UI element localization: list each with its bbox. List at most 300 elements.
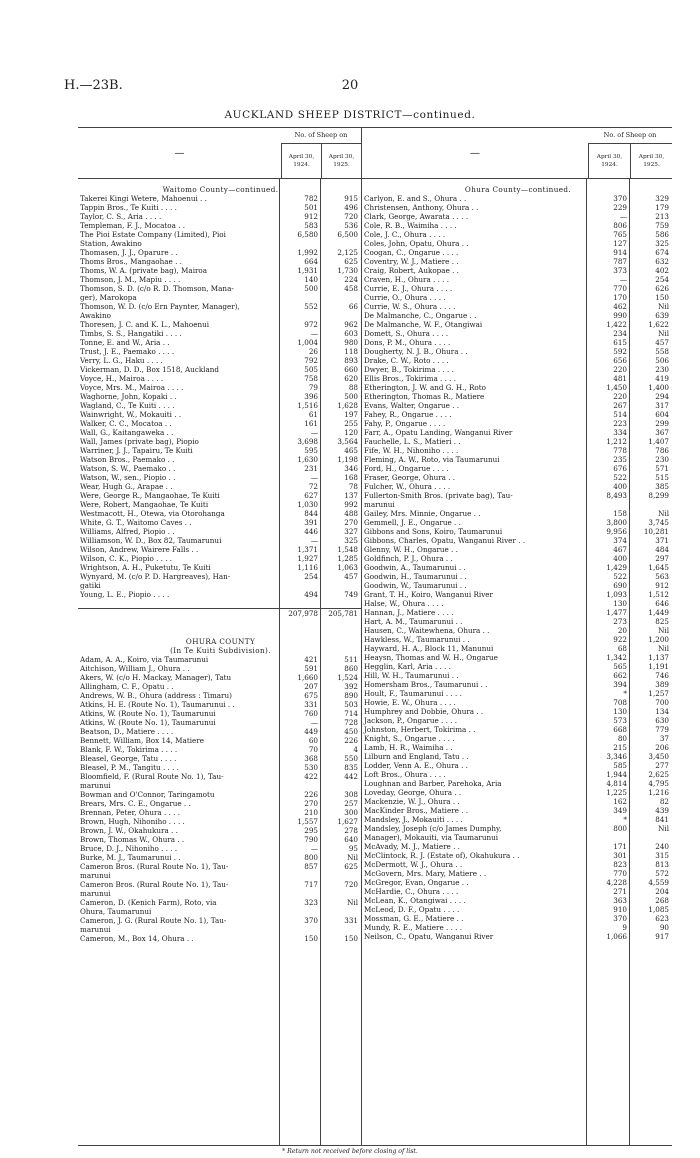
owner-name: Ellis Bros., Tokirima . . . . [364,374,457,383]
header-group: No. of Sheep on [588,128,672,144]
sheep-1924: 61 [308,410,318,419]
owner-name: McGovern, Mrs. Mary, Matiere . . [364,869,487,878]
sheep-1924: 912 [304,212,318,221]
table-row [362,932,672,941]
owner-name: Evans, Walter, Ongarue . . [364,401,460,410]
owner-name: Loft Bros., Ohura . . . . [364,770,446,779]
table-row [362,752,672,761]
left-table [78,127,361,1146]
owner-name: Hawkless, W., Taumarunui . . [364,635,470,644]
sheep-1924: 273 [613,617,627,626]
sheep-1925: 1,548 [337,545,358,554]
sheep-1924: 1,225 [606,788,627,797]
sheep-1925: 746 [655,671,669,680]
sheep-1924: 1,422 [606,320,627,329]
table-row [362,383,672,392]
owner-name: Wall, James (private bag), Piopio [80,437,199,446]
owner-name: Beatson, D., Matiere . . . . [80,727,174,736]
header-group: No. of Sheep on [281,128,361,144]
sheep-1925: 992 [344,500,358,509]
table-row [78,239,361,248]
sheep-1924: 396 [304,392,318,401]
sheep-1924: — [310,329,318,338]
table-row [362,248,672,257]
table-row [78,545,361,554]
sheep-1925: 779 [655,725,669,734]
sheep-1925: 78 [348,482,358,491]
table-row [78,581,361,590]
table-row [362,734,672,743]
sheep-1925: 88 [348,383,358,392]
sheep-1924: 591 [304,664,318,673]
table-row [78,311,361,320]
sheep-1924: 494 [304,590,318,599]
owner-name: Bruce, D. J., Nihoniho . . . . [80,844,178,853]
sheep-1925: Nil [658,329,669,338]
sheep-1925: 860 [344,664,358,673]
owner-name: Dwyer, B., Tokirima . . . . [364,365,454,374]
sheep-1924: 758 [304,374,318,383]
sheep-1925: 620 [344,374,358,383]
table-row [78,916,361,925]
owner-name: Bloomfield, F. (Rural Route No. 1), Tau- [80,772,224,781]
table-row [78,763,361,772]
sheep-1924: * [623,689,627,698]
sheep-1924: — [310,473,318,482]
sheep-1924: 462 [613,302,627,311]
table-row [362,779,672,788]
sheep-1925: 571 [655,464,669,473]
owner-name: Bleasel, George, Tatu . . . . [80,754,177,763]
sheep-1924: 522 [613,473,627,482]
owner-name: marunui [80,889,111,898]
owner-name: Fahey, R., Ongarue . . . . [364,410,452,419]
owner-name: The Pioi Estate Company (Limited), Pioi [80,230,226,239]
sheep-1924 [281,907,321,916]
sheep-1924: 708 [613,698,627,707]
sheep-1924 [588,833,630,842]
sheep-1925: 503 [344,700,358,709]
right-table [361,127,672,1146]
header-dash: — [174,147,185,159]
sheep-1925: 1,407 [648,437,669,446]
sheep-1925: 299 [655,419,669,428]
sheep-1924: 972 [304,320,318,329]
table-row [78,392,361,401]
owner-name: Cole, J. C., Ohura . . . . [364,230,446,239]
sheep-1924: 500 [304,284,318,293]
table-row [362,374,672,383]
sheep-1924: 760 [304,709,318,718]
sheep-1924: — [310,536,318,545]
sheep-1924: 565 [613,662,627,671]
sheep-1925 [321,293,361,302]
table-row [362,221,672,230]
sheep-1925: 484 [655,545,669,554]
sheep-1924: 220 [613,392,627,401]
sheep-1925: 604 [655,410,669,419]
sheep-1925: 90 [659,923,669,932]
sheep-1925: 720 [344,880,358,889]
table-row [78,356,361,365]
sheep-1924: 223 [613,419,627,428]
table-row [362,590,672,599]
owner-name: Fife, W. H., Nihoniho . . . . [364,446,459,455]
sheep-1924: 207,978 [288,609,318,618]
table-row [78,925,361,934]
footnote: * Return not received before closing of list. [282,1148,418,1155]
sheep-1924: 787 [613,257,627,266]
sheep-1924: 823 [613,860,627,869]
owner-name: McHardie, C., Ohura . . . . [364,887,459,896]
sheep-1924: 210 [304,808,318,817]
sheep-1925: 1,085 [648,905,669,914]
table-row [362,626,672,635]
sheep-1925: 786 [655,446,669,455]
table-row [362,725,672,734]
sheep-1924: 295 [304,826,318,835]
table-row [362,707,672,716]
table-row [362,356,672,365]
table-row [78,221,361,230]
sheep-1925: 586 [655,230,669,239]
sheep-1924: 1,429 [606,563,627,572]
owner-name: Bowman and O'Connor, Taringamotu [80,790,215,799]
sheep-1925 [321,907,361,916]
sheep-1925: 257 [344,799,358,808]
owner-name: Currie, W. S., Ohura . . . . [364,302,456,311]
sheep-1925: 6,500 [337,230,358,239]
sheep-1924: 1,944 [606,770,627,779]
sheep-1924: 80 [617,734,627,743]
sheep-1925: 392 [344,682,358,691]
owner-name: Lamb, H. R., Waimiha . . [364,743,453,752]
owner-name: Hill, W. H., Taumarunui . . [364,671,459,680]
sheep-1924: 668 [613,725,627,734]
owner-name: Tappin Bros., Te Kuiti . . . . [80,203,177,212]
sheep-1925: 962 [344,320,358,329]
sheep-1924 [281,628,321,637]
sheep-1925: 506 [655,356,669,365]
sheep-1925: 511 [344,655,358,664]
sheep-1924: 79 [308,383,318,392]
sheep-1925: 558 [655,347,669,356]
sheep-1925: 308 [344,790,358,799]
table-row [362,662,672,671]
table-row [362,806,672,815]
sheep-1924: — [310,428,318,437]
owner-name: Brown, Hugh, Nihoniho . . . . [80,817,185,826]
owner-name: Voyce, Mrs. M., Mairoa . . . . [80,383,184,392]
table-row [78,266,361,275]
sheep-1925: Nil [658,824,669,833]
table-row [78,898,361,907]
owner-name: Andrews, W. B., Ohura (address : Timaru) [80,691,232,700]
sheep-1924: — [310,718,318,727]
table-row [362,824,672,833]
table-row [78,383,361,392]
sheep-1925: 255 [344,419,358,428]
sheep-1924: 505 [304,365,318,374]
table-row [362,842,672,851]
table-row [78,536,361,545]
table-row [362,464,672,473]
sheep-1925: 1,645 [648,563,669,572]
sheep-1924 [281,889,321,898]
owner-name: Dougherty, N. J. B., Ohura . . [364,347,468,356]
sheep-1925: Nil [347,853,358,862]
table-row [78,790,361,799]
table-row [78,347,361,356]
table-row [362,338,672,347]
table-row [78,230,361,239]
table-row [78,781,361,790]
sheep-1924 [281,581,321,590]
sheep-1925: 213 [655,212,669,221]
section-heading [78,646,361,655]
owner-name: Burke, M. J., Taumarunui . . [80,853,181,862]
table-row [362,635,672,644]
sheep-1925: 488 [344,509,358,518]
sheep-1925: 563 [655,572,669,581]
sheep-1925: 1,285 [337,554,358,563]
sheep-1925: 317 [655,401,669,410]
table-row [362,788,672,797]
owner-name: Ohura, Taumarunui [80,907,152,916]
sheep-1924: 370 [613,914,627,923]
owner-name: Etherington, J. W. and G. H., Roto [364,383,486,392]
owner-name: McGregor, Evan, Ongarue . . [364,878,469,887]
owner-name: Loveday, George, Ohura . . [364,788,462,797]
sheep-1924: 792 [304,356,318,365]
sheep-1925: 1,524 [337,673,358,682]
sheep-1924: 446 [304,527,318,536]
table-row [78,862,361,871]
sheep-1924: 220 [613,365,627,374]
owner-name: Wrightson, A. H., Puketutu, Te Kuiti [80,563,211,572]
table-row [78,799,361,808]
owner-name: Watson, W., sen., Piopio . . [80,473,176,482]
header-col-1925: April 30, 1925. [328,154,355,168]
owner-name: Knight, S., Ongarue . . . . [364,734,455,743]
section-heading-text: OHURA COUNTY [185,637,256,646]
sheep-1925: 4,559 [648,878,669,887]
owner-name: Watson Bros., Paemako . . [80,455,175,464]
table-row [362,896,672,905]
sheep-1925: 550 [344,754,358,763]
owner-name: Craig, Robert, Aukopae . . [364,266,459,275]
sheep-1924: 501 [304,203,318,212]
owner-name: Cameron, M., Box 14, Ohura . . [80,934,194,943]
sheep-1925: 240 [655,842,669,851]
owner-name: Hannan, J., Matiere . . . . [364,608,454,617]
owner-name: Farr, A., Opatu Landing, Wanganui River [364,428,513,437]
sheep-1924: 1,516 [297,401,318,410]
sheep-1924: 349 [613,806,627,815]
sheep-1925: 385 [655,482,669,491]
owner-name: Thomson, J. M., Mapiu . . . . [80,275,181,284]
sheep-1924: 3,698 [297,437,318,446]
sheep-1924: 150 [304,934,318,943]
sheep-1924: 334 [613,428,627,437]
owner-name: Domett, S., Ohura . . . . [364,329,449,338]
sheep-1924: 675 [304,691,318,700]
sheep-1924: 1,992 [297,248,318,257]
owner-name: Hoult, F., Taumarunui . . . . [364,689,462,698]
table-row [78,293,361,302]
sheep-1924: 467 [613,545,627,554]
sheep-1925: Nil [658,302,669,311]
sheep-1925: 3,745 [648,518,669,527]
owner-name: Goldfinch, P. J., Ohura . . [364,554,453,563]
sheep-1925: 714 [344,709,358,718]
table-row [78,673,361,682]
owner-name: Adam, A. A., Koiro, via Taumarunui [80,655,209,664]
sheep-1925: 458 [344,284,358,293]
table-row [362,257,672,266]
owner-name: Bleasel, P. M., Tangitu . . . . [80,763,179,772]
sheep-1924: 158 [613,509,627,518]
owner-name: Voyce, H., Mairoa . . . . [80,374,164,383]
sheep-1925: 168 [344,473,358,482]
sheep-1925: 457 [344,572,358,581]
sheep-1924: 778 [613,446,627,455]
left-rows [78,179,361,943]
owner-name: De Malmanche, C., Ongarue . . [364,311,477,320]
owner-name: Williamson, W. D., Box 82, Taumarunui [80,536,222,545]
sheep-1924: 664 [304,257,318,266]
owner-name: Gibbons and Sons, Koiro, Taumarunui [364,527,503,536]
table-row [362,311,672,320]
owner-name: White, G. T., Waitomo Caves . . [80,518,192,527]
sheep-1924: 662 [613,671,627,680]
sheep-1924: 301 [613,851,627,860]
sheep-1924: 592 [613,347,627,356]
sheep-1925 [630,500,672,509]
owner-name: Etherington, Thomas R., Matiere [364,392,485,401]
owner-name: ger), Marokopa [80,293,137,302]
sheep-1924: 585 [613,761,627,770]
table-row [362,653,672,662]
sheep-1924: 422 [304,772,318,781]
sheep-1925: 3,450 [648,752,669,761]
sheep-1925: 278 [344,826,358,835]
owner-name: marunui [364,500,395,509]
sheep-1925: 4,795 [648,779,669,788]
owner-name: Taylor, C. S., Aria . . . . [80,212,162,221]
sheep-1924: 800 [613,824,627,833]
table-row [78,853,361,862]
owner-name: Atkins, W. (Route No. 1), Taumarunui [80,718,216,727]
sheep-1924: 231 [304,464,318,473]
owner-name: Ford, H., Ongarue . . . . [364,464,449,473]
sheep-1924: 627 [304,491,318,500]
table-row [78,410,361,419]
sheep-1924: 271 [613,887,627,896]
sheep-1924: 229 [613,203,627,212]
sheep-1924: 4,228 [606,878,627,887]
sheep-1925: 120 [344,428,358,437]
owner-name: Coogan, C., Ongarue . . . . [364,248,459,257]
table-row [362,302,672,311]
sheep-1924: 68 [617,644,627,653]
table-row [78,374,361,383]
sheep-1925: 3,564 [337,437,358,446]
owner-name: Loughnan and Barber, Parehoka, Aria [364,779,502,788]
sheep-1924: 1,116 [297,563,318,572]
table-row [362,869,672,878]
sheep-1924 [281,619,321,628]
sheep-1924: 391 [304,518,318,527]
sheep-1925: 825 [655,617,669,626]
table-row [78,907,361,916]
sheep-1925: 515 [655,473,669,482]
owner-name: Mandsley, J., Mokauiti . . . . [364,815,463,824]
sheep-1924: 844 [304,509,318,518]
sheep-1924: 583 [304,221,318,230]
sheep-1925: 204 [655,887,669,896]
sheep-1925: 179 [655,203,669,212]
sheep-1925: 572 [655,869,669,878]
spacer-row [78,628,361,637]
sheep-1925: 371 [655,536,669,545]
owner-name: Fulcher, W., Ohura . . . . [364,482,451,491]
sheep-1924: 1,630 [297,455,318,464]
table-row [78,482,361,491]
owner-name: Watson, S. W., Paemako . . [80,464,176,473]
sheep-1924: 4,814 [606,779,627,788]
sheep-1924: 3,346 [606,752,627,761]
sheep-1925: 329 [655,194,669,203]
owner-name: Hart, A. M., Taumarunui . . [364,617,463,626]
sheep-1925: 890 [344,691,358,700]
sheep-1925: 841 [655,815,669,824]
table-row [362,284,672,293]
sheep-1925: 496 [344,203,358,212]
owner-name: Currie, E. J., Ohura . . . . [364,284,453,293]
sheep-1925: 700 [655,698,669,707]
sheep-1925: 980 [344,338,358,347]
sheep-1925: 536 [344,221,358,230]
owner-name: Fraser, George, Ohura . . [364,473,456,482]
table-row [78,491,361,500]
table-row [362,518,672,527]
sheep-1924: * [623,815,627,824]
sheep-1924: 26 [308,347,318,356]
sheep-1925: 500 [344,392,358,401]
header-columns [281,128,361,178]
sheep-1924: 130 [613,599,627,608]
sheep-1925: 2,625 [648,770,669,779]
table-row [362,761,672,770]
section-heading-text: (In Te Kuiti Subdivision). [170,646,271,655]
table-row [78,338,361,347]
sheep-1925: 205,781 [328,609,358,618]
owner-name: Christensen, Anthony, Ohura . . [364,203,479,212]
sheep-1925: 912 [655,581,669,590]
table-row [362,572,672,581]
sheep-1925: 66 [348,302,358,311]
table-row [362,914,672,923]
owner-name: Brennan, Peter, Ohura . . . . [80,808,180,817]
spacer-row [78,599,361,608]
sheep-1924: 770 [613,869,627,878]
sheep-1925 [321,581,361,590]
sheep-1924: 331 [304,700,318,709]
sheep-1925: 660 [344,365,358,374]
owner-name: Were, Robert, Mangaohae, Te Kuiti [80,500,209,509]
sheep-1925 [321,781,361,790]
